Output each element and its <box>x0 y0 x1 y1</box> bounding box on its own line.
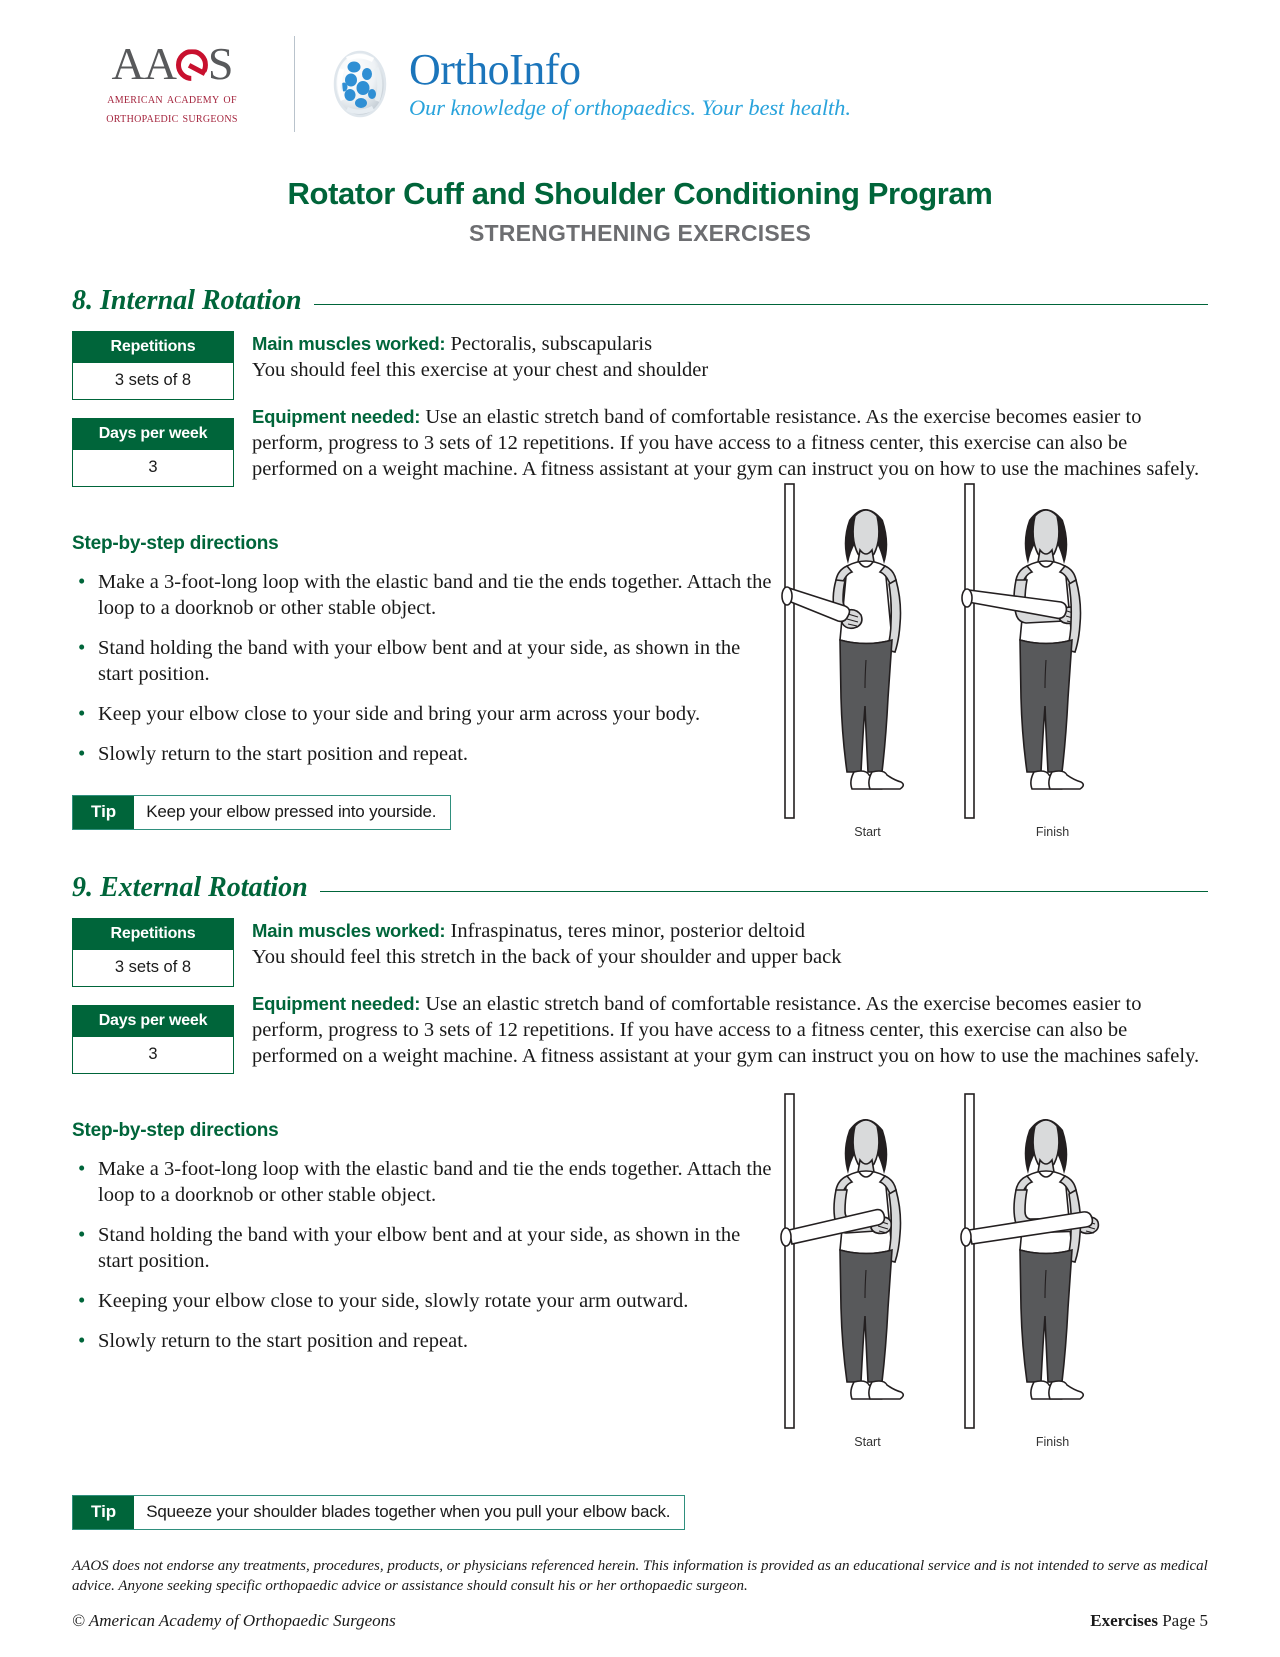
days-per-week-value: 3 <box>148 1045 158 1064</box>
days-per-week-label: Days per week <box>73 419 233 450</box>
aaos-ring-icon <box>175 48 209 82</box>
section-8-rule <box>314 304 1208 306</box>
page-footer <box>72 1557 1208 1631</box>
page-label: Exercises <box>1090 1611 1158 1630</box>
section-9-equipment-paragraph <box>252 991 1208 1069</box>
figure-finish <box>961 1119 1098 1399</box>
equipment-lead: Equipment needed: <box>252 406 421 428</box>
section-9-description <box>234 918 1208 1092</box>
list-item: • Slowly return to the start position and repeat. <box>72 1328 772 1354</box>
section-9-muscles-paragraph <box>252 918 1208 970</box>
aaos-subtitle-line-2: orthopaedic surgeons <box>106 109 238 126</box>
list-item: • Slowly return to the start position and repeat. <box>72 741 772 767</box>
page-header <box>72 0 1208 134</box>
list-item: • Stand holding the band with your elbow bent and at your side, as shown in the start position. <box>72 635 772 687</box>
list-item: • Keeping your elbow close to your side, slowly rotate your arm outward. <box>72 1288 772 1314</box>
muscles-text: Pectoralis, subscapularis <box>445 333 653 355</box>
figure-finish-caption: Finish <box>1035 825 1070 839</box>
page-marker <box>1090 1611 1208 1631</box>
days-per-week-value: 3 <box>148 458 158 476</box>
header-divider <box>294 36 295 132</box>
section-9-title: 9. External Rotation <box>72 872 308 904</box>
aaos-subtitle-line-1: american academy of <box>107 91 237 108</box>
external-rotation-illustration <box>775 1090 1155 1450</box>
list-item: • Make a 3-foot-long loop with the elastic band and tie the ends together. Attach the loop to a doorknob or other stable object. <box>72 1156 772 1208</box>
figure-start-caption: Start <box>854 825 881 839</box>
muscles-lead: Main muscles worked: <box>252 920 446 942</box>
section-9-steps-list <box>72 1156 772 1354</box>
muscles-lead: Main muscles worked: <box>252 333 446 354</box>
tip-label: Tip <box>73 1496 134 1529</box>
days-per-week-label: Days per week <box>73 1006 233 1037</box>
section-9-tip-box <box>72 1495 685 1530</box>
page-number: Page 5 <box>1157 1611 1208 1630</box>
section-8-tip-box <box>72 795 451 830</box>
equipment-lead: Equipment needed: <box>252 993 421 1015</box>
section-9-rule <box>320 891 1208 893</box>
section-8-figure <box>775 480 1145 840</box>
aaos-wordmark: AA S <box>111 38 233 90</box>
feel-text: You should feel this stretch in the back of your shoulder and upper back <box>252 946 842 969</box>
section-9-days-box <box>72 1005 234 1074</box>
section-9-figure <box>775 1090 1155 1450</box>
repetitions-label: Repetitions <box>73 919 233 950</box>
figure-start <box>781 1119 903 1399</box>
feel-text: You should feel this exercise at your chest and shoulder <box>252 359 709 382</box>
repetitions-label: Repetitions <box>73 332 233 363</box>
list-item: • Stand holding the band with your elbow bent and at your side, as shown in the start position. <box>72 1222 772 1274</box>
repetitions-value: 3 sets of 8 <box>114 958 192 977</box>
tip-text: Squeeze your shoulder blades together when you pull your elbow back. <box>146 1502 671 1521</box>
figure-start-caption: Start <box>854 1435 881 1449</box>
figure-start <box>782 509 903 789</box>
aaos-subtitle <box>72 90 272 126</box>
disclaimer-text: AAOS does not endorse any treatments, procedures, products, or physicians referenced herein. This information is provided as an educational service and is not intended to serve as medical advice. Anyone seeking specific orthopaedic advice or assistance should consult his or her orthopaedic surgeon. <box>72 1558 1208 1595</box>
orthoinfo-tagline: Our knowledge of orthopaedics. Your best health. <box>409 95 851 121</box>
section-8-heading <box>72 285 1208 317</box>
repetitions-value: 3 sets of 8 <box>114 371 192 389</box>
section-9-heading <box>72 872 1208 904</box>
section-8-repetitions-box <box>72 331 234 400</box>
list-item: • Keep your elbow close to your side and bring your arm across your body. <box>72 701 772 727</box>
list-item: • Make a 3-foot-long loop with the elastic band and tie the ends together. Attach the loop to a doorknob or other stable object. <box>72 569 772 621</box>
section-8-muscles-paragraph <box>252 331 1208 383</box>
equipment-text: Use an elastic stretch band of comfortable resistance. As the exercise becomes easier to perform, progress to 3 sets of 12 repetitions. If you have access to a fitness center, this exercise can also be performed on a weight machine. A fitness assistant at your gym can instruct you on how to use the machines safely. <box>252 406 1200 481</box>
orthoinfo-name: OrthoInfo <box>409 45 581 95</box>
tip-label: Tip <box>73 796 134 829</box>
section-8-equipment-paragraph <box>252 404 1208 482</box>
tip-text: Keep your elbow pressed into yourside. <box>146 802 437 822</box>
section-8-stats <box>72 331 234 505</box>
figure-finish <box>962 509 1083 789</box>
orthoinfo-sphere-icon <box>323 47 397 121</box>
section-9-repetitions-box <box>72 918 234 987</box>
orthoinfo-text <box>409 45 851 121</box>
orthoinfo-logo <box>323 47 851 121</box>
equipment-text: Use an elastic stretch band of comfortable resistance. As the exercise becomes easier to perform, progress to 3 sets of 12 repetitions. If you have access to a fitness center, this exercise can also be performed on a weight machine. A fitness assistant at your gym can instruct you on how to use the machines safely. <box>252 993 1200 1068</box>
internal-rotation-illustration <box>775 480 1145 840</box>
section-8-description <box>234 331 1208 505</box>
page-title: Rotator Cuff and Shoulder Conditioning Program <box>287 176 993 211</box>
figure-finish-caption: Finish <box>1035 1435 1070 1449</box>
section-8-days-box <box>72 418 234 487</box>
aaos-logo <box>72 38 272 126</box>
section-8-title: 8. Internal Rotation <box>72 285 302 316</box>
section-8-steps-list <box>72 569 772 767</box>
copyright-text: © American Academy of Orthopaedic Surgeons <box>72 1611 396 1630</box>
section-9-steps-heading: Step-by-step directions <box>72 1120 279 1142</box>
page-subtitle: STRENGTHENING EXERCISES <box>469 220 811 246</box>
muscles-text: Infraspinatus, teres minor, posterior deltoid <box>445 920 805 943</box>
section-8-steps-heading: Step-by-step directions <box>72 533 279 554</box>
section-9-stats <box>72 918 234 1092</box>
